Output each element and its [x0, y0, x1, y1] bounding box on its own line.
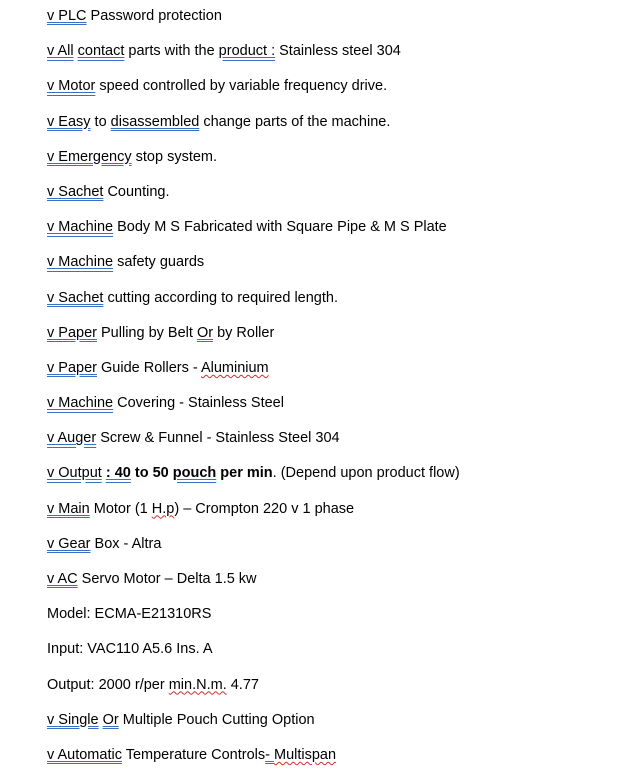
text-run: Screw & Funnel - Stainless Steel 304 [96, 430, 340, 447]
text-run: v All [47, 43, 74, 60]
text-run: change parts of the machine. [199, 113, 391, 130]
spec-line-sachet-counting [47, 182, 609, 217]
text-run: disassembled [110, 113, 200, 130]
text-run: : 40 [105, 465, 131, 482]
text-run: speed controlled by variable frequency drive. [95, 78, 388, 95]
spec-line-single-or-multiple [47, 710, 609, 745]
text-run: - [265, 746, 274, 763]
text-run: v Output [47, 465, 102, 482]
text-run: Password protection [86, 8, 222, 24]
text-run: v Motor [47, 78, 96, 95]
spec-line-easy-disassembled [47, 112, 609, 147]
spec-line-temperature-controls [47, 745, 609, 780]
spec-line-plc-password [47, 6, 609, 41]
text-run: v Paper [47, 359, 97, 376]
text-run: Stainless steel 304 [275, 43, 401, 60]
text-run: Servo Motor – Delta 1.5 kw [77, 571, 257, 587]
spec-line-auger-screw [47, 428, 609, 463]
text-run: v Machine [47, 254, 114, 271]
text-run: v AC [47, 571, 78, 587]
text-run: ) – Crompton 220 v 1 phase [174, 500, 355, 517]
text-run: to [90, 113, 111, 130]
spec-line-machine-covering [47, 393, 609, 428]
spec-line-gear-box [47, 534, 609, 569]
spec-line-motor-speed [47, 76, 609, 111]
spec-line-input [47, 639, 609, 674]
text-run: 4.77 [226, 676, 259, 693]
text-run: product : [218, 43, 276, 60]
spec-line-output-rpm [47, 675, 609, 710]
spec-line-ac-servo [47, 569, 609, 604]
text-run: Counting. [103, 183, 170, 200]
text-run: Temperature Controls [121, 746, 266, 763]
text-run: v Emergency [47, 148, 132, 165]
text-run: Body M S Fabricated with Square Pipe & M S Plate [113, 219, 447, 236]
text-run: to 50 [130, 465, 173, 482]
text-run: . (Depend upon product flow) [272, 465, 460, 482]
spec-line-emergency-stop [47, 147, 609, 182]
spec-line-output [47, 463, 609, 498]
text-run: v Paper [47, 324, 97, 341]
text-run: Aluminium [200, 359, 269, 376]
text-run: safety guards [113, 254, 205, 271]
spec-line-contact-parts [47, 41, 609, 76]
text-run: Covering - Stainless Steel [113, 395, 284, 412]
spec-line-machine-safety [47, 252, 609, 287]
text-run: Guide Rollers - [96, 359, 201, 376]
text-run: v Machine [47, 395, 114, 412]
text-run: contact [77, 43, 125, 60]
text-run: Output: 2000 r/per [47, 676, 169, 693]
text-run: v Main [47, 500, 90, 517]
document-body [47, 6, 609, 780]
text-run: Box - Altra [90, 535, 162, 552]
spec-line-model [47, 604, 609, 639]
text-run: min.N.m. [168, 676, 227, 693]
spec-line-paper-guide [47, 358, 609, 393]
spec-line-paper-pulling [47, 323, 609, 358]
text-run: parts with the [124, 43, 219, 60]
text-run: Multiple Pouch Cutting Option [118, 711, 315, 728]
text-run: pouch [172, 465, 217, 482]
text-run: v PLC [47, 8, 87, 24]
text-run: v Machine [47, 219, 114, 236]
spec-line-machine-body [47, 217, 609, 252]
text-run: v Auger [47, 430, 97, 447]
text-run: H.p [151, 500, 175, 517]
spec-line-sachet-cutting [47, 288, 609, 323]
text-run: per min [216, 465, 273, 482]
spec-line-main-motor [47, 499, 609, 534]
text-run: Pulling by Belt [96, 324, 197, 341]
text-run: Input: VAC110 A5.6 Ins. A [47, 641, 213, 658]
text-run: Or [196, 324, 214, 341]
text-run: v Automatic [47, 746, 122, 763]
text-run: Motor (1 [89, 500, 152, 517]
text-run: v Sachet [47, 289, 104, 306]
text-run: stop system. [131, 148, 218, 165]
text-run: v Sachet [47, 183, 104, 200]
text-run: cutting according to required length. [103, 289, 338, 306]
text-run: v Easy [47, 113, 91, 130]
text-run: by Roller [213, 324, 275, 341]
text-run: Multispan [274, 746, 337, 763]
text-run: Model: ECMA-E21310RS [47, 606, 212, 623]
text-run: v Gear [47, 535, 91, 552]
text-run: v Single [47, 711, 99, 728]
text-run: Or [102, 711, 119, 728]
